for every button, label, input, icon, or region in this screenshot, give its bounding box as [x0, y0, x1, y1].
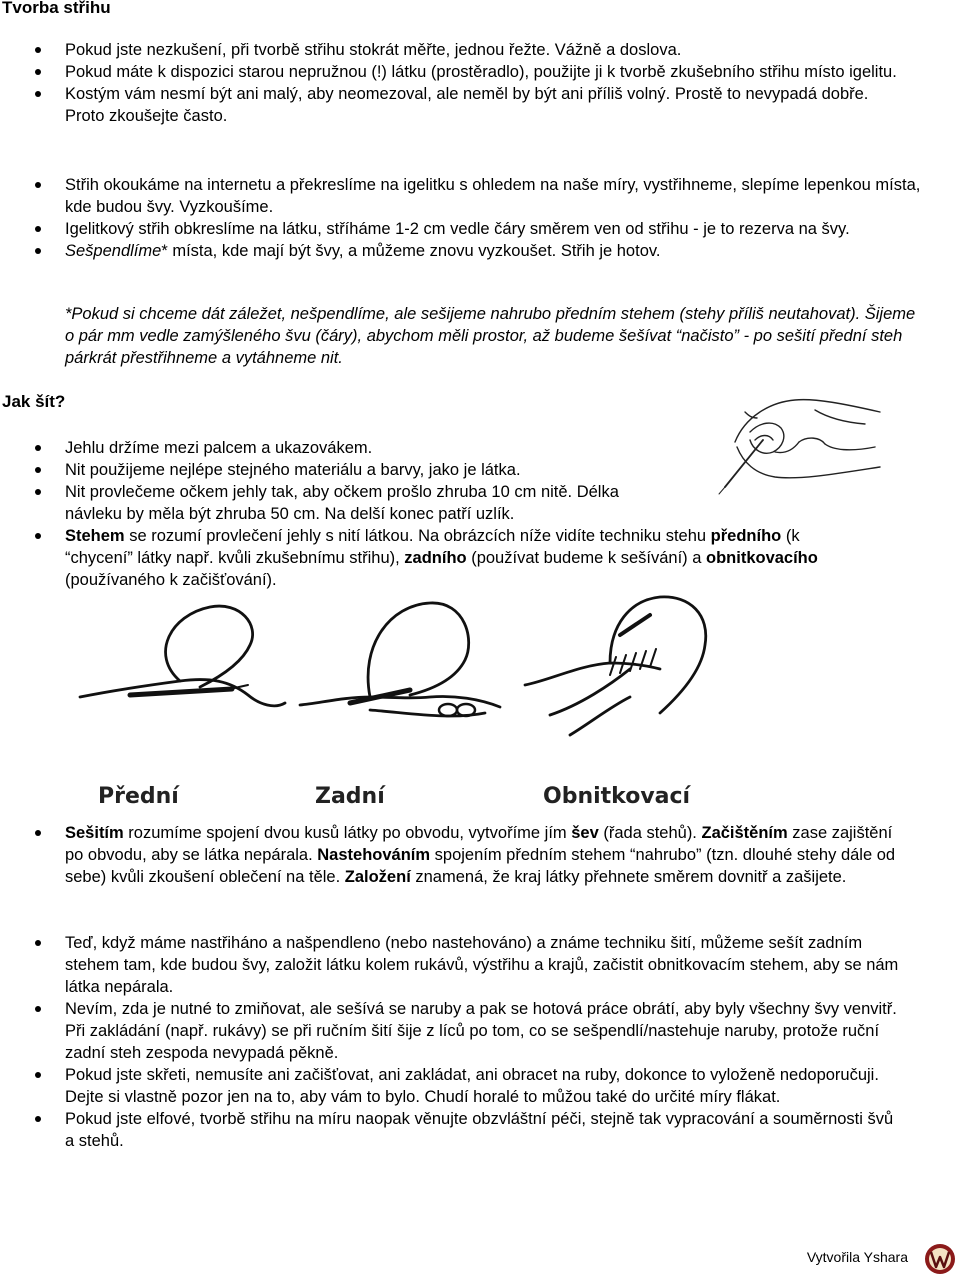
list-item: Střih okoukáme na internetu a překreslíme na igelitku s ohledem na naše míry, vystřihneme, slepíme lepenkou místa, kde budou švy. Vyzkoušíme. [65, 174, 925, 218]
list-item: Pokud máte k dispozici starou nepružnou (!) látku (prostěradlo), použijte ji k tvorbě zkušebního střihu místo igelitu. [65, 61, 905, 83]
list-item: Teď, když máme nastřiháno a našpendleno (nebo nastehováno) a známe techniku šití, můžeme sešít zadním stehem tam, kde budou švy, založit látku kolem rukávů, výstřihu a krajů, začistit obnitkovacím stehem, aby se nám látka nepárala. [65, 932, 905, 998]
list-item: Sešitím rozumíme spojení dvou kusů látky po obvodu, vytvoříme jím šev (řada stehů). Začištěním zase zajištění po obvodu, aby se látka nepárala. Nastehováním spojením předním stehem “nahrubo” (tzn. dlouhé stehy dále od sebe) kvůli zkoušení oblečení na těle. Založení znamená, že kraj látky přehnete směrem dovnitř a zašijete. [65, 822, 905, 888]
author-credit: Vytvořila Yshara [806, 1249, 908, 1265]
page-title: Tvorba střihu [2, 0, 111, 17]
list-item: Nit provlečeme očkem jehly tak, aby očkem prošlo zhruba 10 cm nitě. Délka návleku by měla být zhruba 50 cm. Na delší konec patří uzlík. [65, 481, 665, 525]
stitch-label-back: Zadní [315, 784, 385, 809]
sewing-basics-list [65, 437, 818, 591]
section-title-how-to-sew: Jak šít? [2, 392, 66, 411]
stitch-label-overcast: Obnitkovací [543, 784, 691, 809]
stitch-illustrations [70, 585, 710, 815]
sewing-terms-list [65, 822, 905, 888]
intro-tips-list [65, 39, 905, 127]
list-item: Stehem se rozumí provlečení jehly s nití látkou. Na obrázcích níže vidíte techniku stehu předního (k “chycení” látky např. kvůli zkušebnímu střihu), zadního (používat budeme k sešívání) a obnitkovacího (používaného k začišťování). [65, 525, 835, 591]
list-item: Igelitkový střih obkreslíme na látku, stříháme 1-2 cm vedle čáry směrem ven od střihu - je to rezerva na švy. [65, 218, 925, 240]
stitch-label-front: Přední [98, 784, 179, 809]
final-steps-list [65, 932, 905, 1152]
overcast-stitch-drawing [525, 663, 660, 685]
list-item: Pokud jste skřeti, nemusíte ani začišťovat, ani zakládat, ani obracet na ruby, dokonce to vyloženě nedoporučuji. Dejte si vlastně pozor jen na to, aby vám to bylo. Chudí horalé to můžou také do určité míry flákat. [65, 1064, 905, 1108]
pattern-steps-list [65, 174, 925, 262]
author-logo [922, 1242, 958, 1276]
list-item: Sešpendlíme* místa, kde mají být švy, a můžeme znovu vyzkoušet. Střih je hotov. [65, 240, 925, 262]
pinning-note: *Pokud si chceme dát záležet, nešpendlíme, ale sešijeme nahrubo předním stehem (stehy příliš neutahovat). Šijeme o pár mm vedle zamýšleného švu (čáry), abychom měli prostor, až budeme šešívat “načisto” - po sešití přední steh párkrát přestřihneme a vytáhneme nit. [65, 305, 916, 367]
list-item: Nit použijeme nejlépe stejného materiálu a barvy, jako je látka. [65, 459, 745, 481]
list-item: Jehlu držíme mezi palcem a ukazovákem. [65, 437, 745, 459]
list-item: Pokud jste elfové, tvorbě střihu na míru naopak věnujte obzvláštní péči, stejně tak vypracování a souměrnosti švů a stehů. [65, 1108, 905, 1152]
list-item: Pokud jste nezkušení, při tvorbě střihu stokrát měřte, jednou řežte. Vážně a doslova. [65, 39, 905, 61]
list-item: Kostým vám nesmí být ani malý, aby neomezoval, ale neměl by být ani příliš volný. Prostě to nevypadá dobře. Proto zkoušejte často. [65, 83, 905, 127]
list-item: Nevím, zda je nutné to zmiňovat, ale sešívá se naruby a pak se hotová práce obrátí, aby byly všechny švy venvitř. Při zakládání (např. rukávy) se při ručním šití šije z líců po tom, co se sešpendlí/nastehuje naruby, protože ruční zadní steh zespoda nevypadá pěkně. [65, 998, 905, 1064]
